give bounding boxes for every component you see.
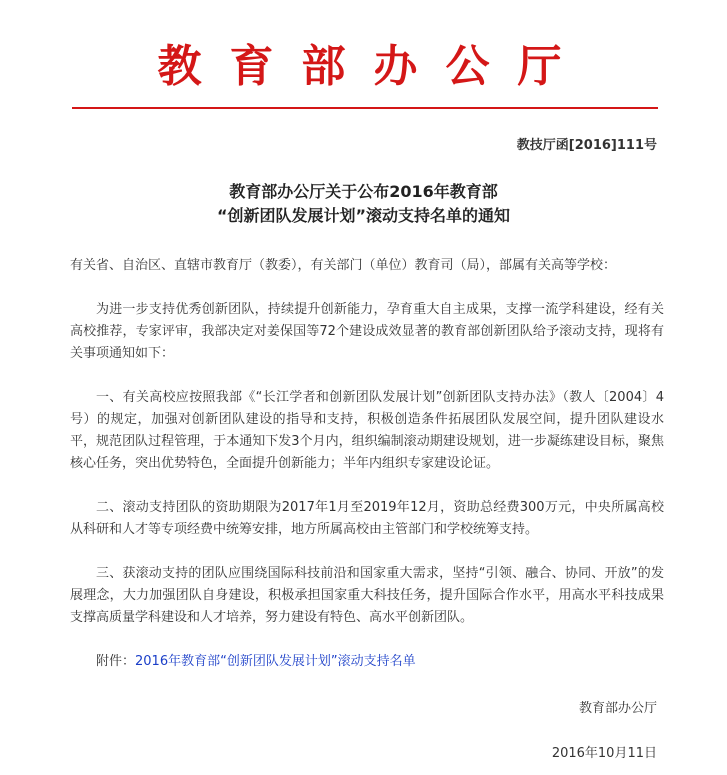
item-two-paragraph: 二、滚动支持团队的资助期限为2017年1月至2019年12月，资助总经费300万元，中央所属高校从科研和人才等专项经费中统筹安排，地方所属高校由主管部门和学校统筹支持。 xyxy=(70,500,664,537)
masthead-divider xyxy=(72,107,658,109)
issue-date: 2016年10月11日 xyxy=(551,746,657,761)
attachment-label: 附件： xyxy=(96,654,136,669)
notice-title xyxy=(0,180,727,228)
addressee: 有关省、自治区、直辖市教育厅（教委），有关部门（单位）教育司（局），部属有关高等学校： xyxy=(70,258,617,273)
attachment-line xyxy=(70,651,664,673)
attachment-link[interactable]: 2016年教育部“创新团队发展计划”滚动支持名单 xyxy=(135,654,416,669)
notice-title-line-2: “创新团队发展计划”滚动支持名单的通知 xyxy=(216,206,511,225)
item-one-paragraph: 一、有关高校应按照我部《“长江学者和创新团队发展计划”创新团队支持办法》（教人〔2004〕4号）的规定，加强对创新团队建设的指导和支持，积极创造条件拓展团队发展空间，提升团队建设水平，规范团队过程管理，于本通知下发3个月内，组织编制滚动期建设规划，进一步凝练建设目标，聚焦核心任务，突出优势特色，全面提升创新能力；半年内组织专家建设论证。 xyxy=(70,390,664,471)
masthead-title: 教育部办公厅 xyxy=(157,41,590,92)
notice-body xyxy=(70,255,664,673)
notice-title-line-1: 教育部办公厅关于公布2016年教育部 xyxy=(229,182,498,201)
signer: 教育部办公厅 xyxy=(578,701,657,716)
intro-paragraph: 为进一步支持优秀创新团队，持续提升创新能力，孕育重大自主成果，支撑一流学科建设，经有关高校推荐，专家评审，我部决定对姜保国等72个建设成效显著的教育部创新团队给予滚动支持，现将有关事项通知如下： xyxy=(70,302,664,361)
item-three-paragraph: 三、获滚动支持的团队应围绕国际科技前沿和国家重大需求，坚持“引领、融合、协同、开放”的发展理念，大力加强团队自身建设，积极承担国家重大科技任务，提升国际合作水平，用高水平科技成果支撑高质量学科建设和人才培养，努力建设有特色、高水平创新团队。 xyxy=(70,566,664,625)
document-number: 教技厅函[2016]111号 xyxy=(516,138,657,153)
